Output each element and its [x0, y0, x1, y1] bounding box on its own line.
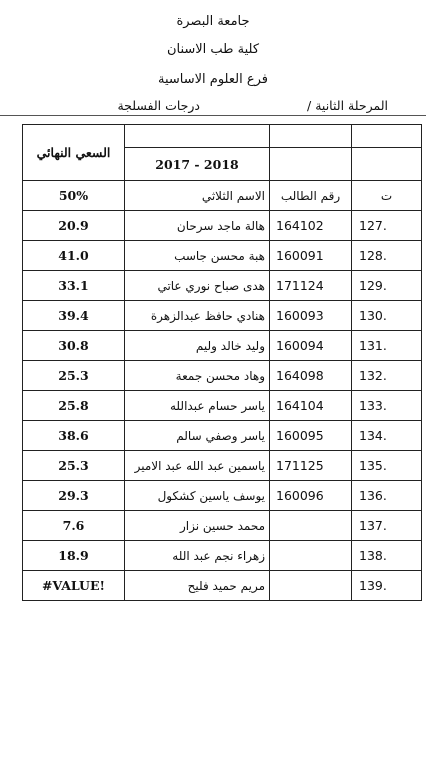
student-id-cell: 160094: [270, 331, 352, 361]
table-row: [23, 421, 422, 451]
table-row: [23, 481, 422, 511]
student-id-cell: 171125: [270, 451, 352, 481]
student-id-cell: 171124: [270, 271, 352, 301]
row-number-cell: 129.: [352, 271, 422, 301]
table-row: [23, 511, 422, 541]
row-number-cell: 127.: [352, 211, 422, 241]
final-grade-cell: 7.6: [23, 511, 125, 541]
table-row: [23, 541, 422, 571]
table-row: [23, 331, 422, 361]
row-number-cell: 130.: [352, 301, 422, 331]
table-row: [23, 241, 422, 271]
table-row: [23, 361, 422, 391]
blank-cell: [352, 125, 422, 148]
final-grade-cell: 18.9: [23, 541, 125, 571]
branch-title: فرع العلوم الاساسية: [158, 72, 268, 87]
university-title: جامعة البصرة: [176, 14, 250, 29]
student-name-cell: يوسف ياسين كشكول: [125, 481, 270, 511]
final-grade-cell: 38.6: [23, 421, 125, 451]
final-grade-cell: 25.8: [23, 391, 125, 421]
student-id-cell: [270, 571, 352, 601]
final-grade-cell: 39.4: [23, 301, 125, 331]
student-id-cell: 164104: [270, 391, 352, 421]
student-name-cell: ياسر حسام عبدالله: [125, 391, 270, 421]
table-row: [23, 391, 422, 421]
row-number-cell: 133.: [352, 391, 422, 421]
row-number-cell: 136.: [352, 481, 422, 511]
student-id-cell: 160096: [270, 481, 352, 511]
row-number-cell: 128.: [352, 241, 422, 271]
student-name-cell: مريم حميد فليح: [125, 571, 270, 601]
final-header: 50%: [23, 181, 125, 211]
student-name-cell: ياسمين عبد الله عبد الامير: [125, 451, 270, 481]
final-grade-cell: 29.3: [23, 481, 125, 511]
num-header: ت: [352, 181, 422, 211]
row-number-cell: 139.: [352, 571, 422, 601]
student-name-cell: هبة محسن جاسب: [125, 241, 270, 271]
student-name-cell: زهراء نجم عبد الله: [125, 541, 270, 571]
final-grade-cell: #VALUE!: [23, 571, 125, 601]
blank-cell: [270, 148, 352, 181]
final-grade-cell: 33.1: [23, 271, 125, 301]
final-grade-cell: 41.0: [23, 241, 125, 271]
final-grade-cell: 30.8: [23, 331, 125, 361]
student-name-cell: ياسر وصفي سالم: [125, 421, 270, 451]
student-name-cell: هنادي حافظ عبدالزهرة: [125, 301, 270, 331]
blank-cell: [352, 148, 422, 181]
year-cell: 2017 - 2018: [125, 148, 270, 181]
table-top-row: [23, 125, 422, 148]
table-row: [23, 301, 422, 331]
student-name-cell: هدى صباح نوري عاتي: [125, 271, 270, 301]
name-header: الاسم الثلاثي: [125, 181, 270, 211]
final-label-cell: السعي النهائي: [23, 125, 125, 181]
row-number-cell: 131.: [352, 331, 422, 361]
student-id-cell: 164098: [270, 361, 352, 391]
student-id-cell: 160091: [270, 241, 352, 271]
header-divider: [0, 115, 426, 116]
stage-label: المرحلة الثانية /: [307, 98, 388, 113]
student-id-cell: 160093: [270, 301, 352, 331]
college-title: كلية طب الاسنان: [166, 42, 260, 57]
table-row: [23, 211, 422, 241]
row-number-cell: 137.: [352, 511, 422, 541]
student-name-cell: وليد خالد وليم: [125, 331, 270, 361]
student-name-cell: وهاد محسن جمعة: [125, 361, 270, 391]
blank-cell: [270, 125, 352, 148]
row-number-cell: 134.: [352, 421, 422, 451]
student-id-cell: [270, 541, 352, 571]
final-grade-cell: 25.3: [23, 451, 125, 481]
table-row: [23, 571, 422, 601]
blank-cell: [125, 125, 270, 148]
final-grade-cell: 20.9: [23, 211, 125, 241]
row-number-cell: 135.: [352, 451, 422, 481]
row-number-cell: 132.: [352, 361, 422, 391]
course-label: درجات الفسلجة: [117, 98, 200, 113]
student-id-cell: 164102: [270, 211, 352, 241]
student-name-cell: محمد حسين نزار: [125, 511, 270, 541]
student-id-cell: 160095: [270, 421, 352, 451]
grades-table: [22, 124, 422, 601]
id-header: رقم الطالب: [270, 181, 352, 211]
table-row: [23, 271, 422, 301]
final-grade-cell: 25.3: [23, 361, 125, 391]
student-name-cell: هالة ماجد سرحان: [125, 211, 270, 241]
row-number-cell: 138.: [352, 541, 422, 571]
student-id-cell: [270, 511, 352, 541]
table-header-row: [23, 181, 422, 211]
table-row: [23, 451, 422, 481]
